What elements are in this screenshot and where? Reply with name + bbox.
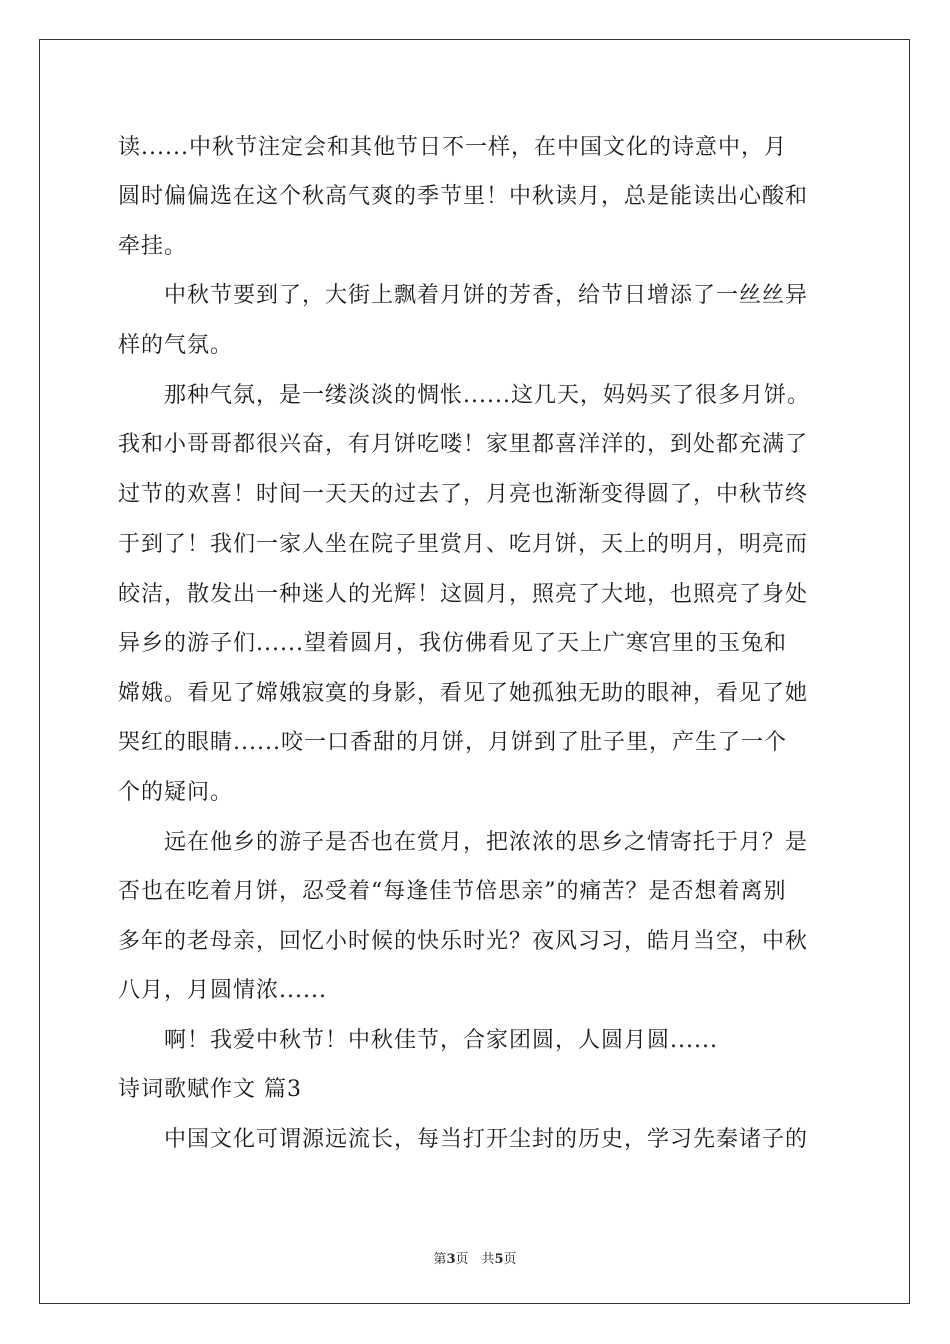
text-line: 多年的老母亲，回忆小时候的快乐时光？夜风习习，皓月当空，中秋 <box>118 929 809 954</box>
text-line: 牵挂。 <box>118 234 188 259</box>
section-heading: 诗词歌赋作文 篇3 <box>118 1077 302 1102</box>
text-line: 否也在吃着月饼，忍受着“每逢佳节倍思亲”的痛苦？是否想着离别 <box>118 879 787 904</box>
text-line: 啊！我爱中秋节！中秋佳节，合家团圆，人圆月圆...... <box>118 1028 718 1053</box>
text-line: 皎洁，散发出一种迷人的光辉！这圆月，照亮了大地，也照亮了身处 <box>118 582 809 607</box>
text-line: 样的气氛。 <box>118 333 234 358</box>
text-line: 那种气氛，是一缕淡淡的惆怅......这几天，妈妈买了很多月饼。 <box>118 383 810 408</box>
text-line: 远在他乡的游子是否也在赏月，把浓浓的思乡之情寄托于月？是 <box>118 830 809 855</box>
text-line: 嫦娥。看见了嫦娥寂寞的身影，看见了她孤独无助的眼神，看见了她 <box>118 681 809 706</box>
text-line: 中秋节要到了，大街上飘着月饼的芳香，给节日增添了一丝丝异 <box>118 283 809 308</box>
text-line: 哭红的眼睛......咬一口香甜的月饼，月饼到了肚子里，产生了一个 <box>118 730 787 755</box>
text-line: 读......中秋节注定会和其他节日不一样，在中国文化的诗意中，月 <box>118 135 787 160</box>
text-line: 中国文化可谓源远流长，每当打开尘封的历史，学习先秦诸子的 <box>118 1127 809 1152</box>
text-line: 于到了！我们一家人坐在院子里赏月、吃月饼，天上的明月，明亮而 <box>118 532 809 557</box>
page-footer <box>0 1248 950 1267</box>
text-line: 个的疑问。 <box>118 780 234 805</box>
current-page-number: 3 <box>446 1252 456 1267</box>
text-line: 圆时偏偏选在这个秋高气爽的季节里！中秋读月，总是能读出心酸和 <box>118 184 809 209</box>
text-line: 八月，月圆情浓...... <box>118 978 327 1003</box>
page-border <box>39 39 910 1304</box>
footer-suffix: 页 <box>503 1252 517 1267</box>
text-line: 我和小哥哥都很兴奋，有月饼吃喽！家里都喜洋洋的，到处都充满了 <box>118 432 809 457</box>
total-page-count: 5 <box>494 1252 504 1267</box>
text-line: 异乡的游子们......望着圆月，我仿佛看见了天上广寒宫里的玉兔和 <box>118 631 787 656</box>
text-line: 过节的欢喜！时间一天天的过去了，月亮也渐渐变得圆了，中秋节终 <box>118 482 809 507</box>
footer-mid: 页 共 <box>455 1252 495 1267</box>
footer-prefix: 第 <box>433 1252 447 1267</box>
